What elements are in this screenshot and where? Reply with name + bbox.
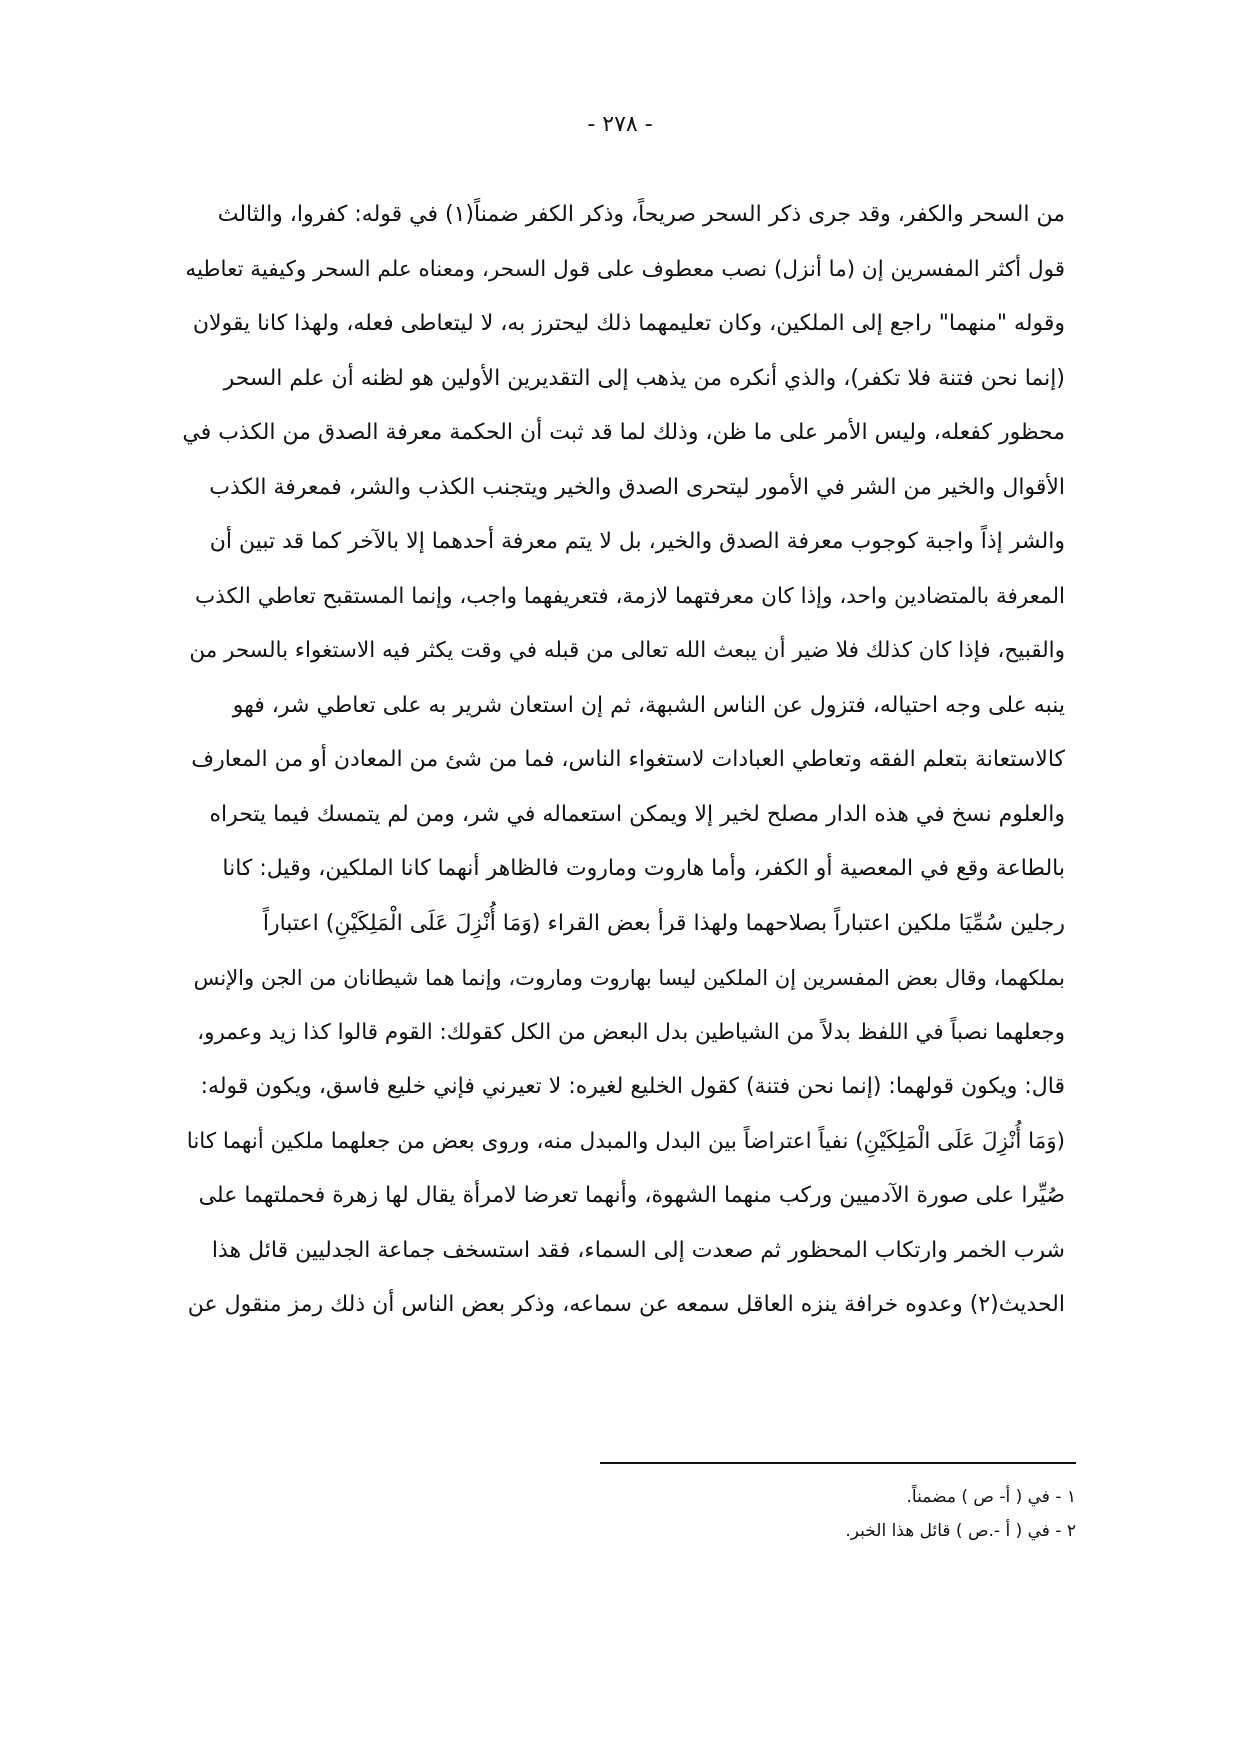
body-line: قول أكثر المفسرين إن (ما أنزل) نصب معطوف على قول السحر، ومعناه علم السحر وكيفية تعاطيه	[185, 256, 1065, 282]
body-line: من السحر والكفر، وقد جرى ذكر السحر صريحاً، وذكر الكفر ضمناً(١) في قوله: كفروا، والثالث	[217, 202, 1065, 227]
body-line: وقوله "منهما" راجع إلى الملكين، وكان تعليمهما ذلك ليحترز به، لا ليتعاطى فعله، ولهذا كانا يقولان	[192, 311, 1065, 336]
body-line: المعرفة بالمتضادين واحد، وإذا كان معرفتهما لازمة، فتعريفهما واجب، وإنما المستقبح تعاطي الكذب	[194, 583, 1065, 609]
body-line: الأقوال والخير من الشر في الأمور ليتحرى الصدق والخير ويتجنب الكذب والشر، فمعرفة الكذب	[209, 474, 1065, 500]
page-number: - ٢٧٨ -	[587, 112, 653, 137]
footnotes	[600, 1480, 1076, 1548]
body-line: صُيِّرا على صورة الآدميين وركب منهما الشهوة، وأنهما تعرضا لامرأة يقال لها زهرة فحملتهما على	[198, 1183, 1065, 1208]
body-line: (إنما نحن فتنة فلا تكفر)، والذي أنكره من يذهب إلى التقديرين الأولين هو لظنه أن علم السحر	[223, 365, 1065, 391]
body-line: بملكهما، وقال بعض المفسرين إن الملكين ليسا بهاروت وماروت، وإنما هما شيطانان من الجن والإنس	[193, 966, 1065, 990]
body-line: محظور كفعله، وليس الأمر على ما ظن، وذلك لما قد ثبت أن الحكمة معرفة الصدق من الكذب في	[182, 420, 1065, 445]
body-line: والقبيح، فإذا كان كذلك فلا ضير أن يبعث الله تعالى من قبله في وقت يكثر فيه الاستغواء بالسحر من	[189, 638, 1065, 663]
body-line: والشر إذاً واجبة كوجوب معرفة الصدق والخير، بل لا يتم معرفة أحدهما إلا بالآخر كما قد تبين أن	[209, 529, 1065, 554]
body-text	[183, 188, 1065, 1333]
body-line: قال: ويكون قولهما: (إنما نحن فتنة) كقول الخليع لغيره: لا تعيرني فإني خليع فاسق، ويكون قوله:	[200, 1074, 1065, 1099]
footnote: ١ - في ( أ- ص ) مضمناً.	[906, 1487, 1076, 1507]
body-line: شرب الخمر وارتكاب المحظور ثم صعدت إلى السماء، فقد استسخف جماعة الجدليين قائل هذا	[211, 1237, 1065, 1263]
body-line: ينبه على وجه احتياله، فتزول عن الناس الشبهة، ثم إن استعان شرير به على تعاطي شر، فهو	[232, 692, 1065, 718]
body-line: الحديث(٢) وعدوه خرافة ينزه العاقل سمعه عن سماعه، وذكر بعض الناس أن ذلك رمز منقول عن	[187, 1292, 1065, 1317]
body-line: كالاستعانة بتعلم الفقه وتعاطي العبادات لاستغواء الناس، فما من شئ من المعادن أو من المعارف	[191, 747, 1065, 772]
footnote: ٢ - في ( أ -.ص ) قائل هذا الخبر.	[845, 1521, 1076, 1541]
body-line: (وَمَا أُنْزِلَ عَلَى الْمَلِكَيْنِ) نفياً اعتراضاً بين البدل والمبدل منه، وروى بعض من جعلهما ملكين أنهما كانا	[186, 1128, 1065, 1154]
body-line: وجعلهما نصباً في اللفظ بدلاً من الشياطين بدل البعض من الكل كقولك: القوم قالوا كذا زيد وعمرو،	[197, 1019, 1065, 1045]
body-line: والعلوم نسخ في هذه الدار مصلح لخير إلا ويمكن استعماله في شر، ومن لم يتمسك فيما يتحراه	[209, 801, 1065, 827]
body-line: رجلين سُمِّيَا ملكين اعتباراً بصلاحهما ولهذا قرأ بعض القراء (وَمَا أُنْزِلَ عَلَى الْمَلِكَيْنِ) اعتباراً	[262, 910, 1065, 936]
body-line: بالطاعة وقع في المعصية أو الكفر، وأما هاروت وماروت فالظاهر أنهما كانا الملكين، وقيل: كانا	[222, 856, 1065, 881]
footnote-divider	[600, 1462, 1076, 1464]
